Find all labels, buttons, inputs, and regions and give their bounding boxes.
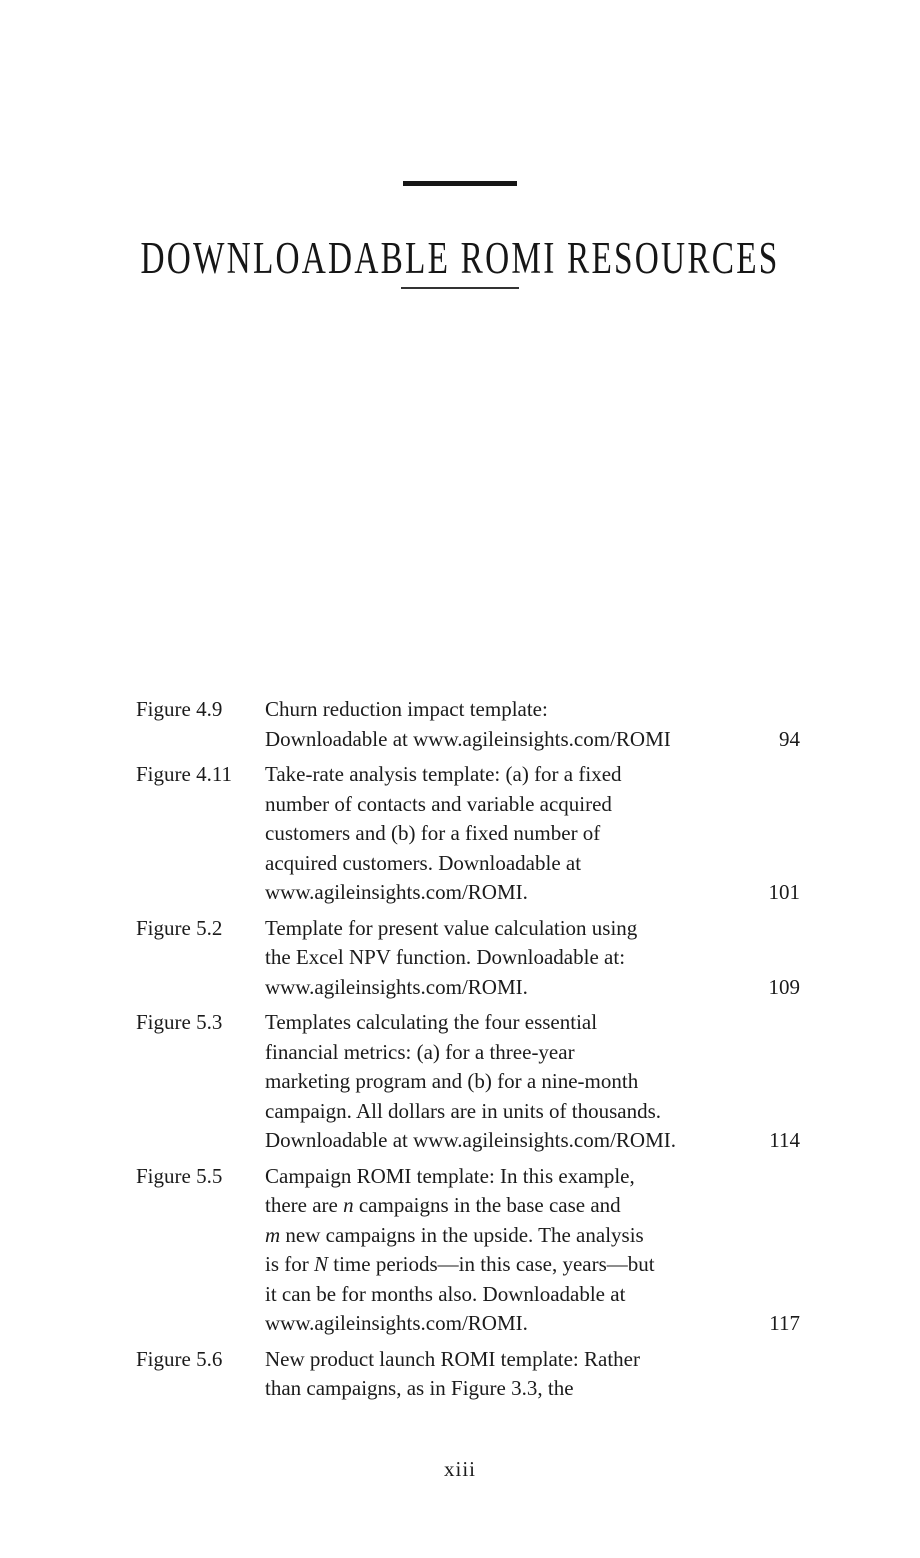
figure-label: Figure 4.11 — [136, 762, 233, 786]
description-line: Take-rate analysis template: (a) for a fixed — [265, 762, 622, 786]
figure-description — [265, 1345, 740, 1404]
figure-page-number: 109 — [768, 974, 800, 999]
description-line: www.agileinsights.com/ROMI. — [265, 880, 528, 904]
figure-page-number: 117 — [769, 1311, 800, 1335]
description-line: acquired customers. Downloadable at — [265, 850, 582, 875]
ornament-rule — [403, 181, 517, 186]
figure-page-number: 101 — [768, 880, 800, 904]
page-number-folio: xiii — [443, 1457, 476, 1481]
description-line: number of contacts and variable acquired — [265, 791, 612, 816]
figure-page-number: 114 — [769, 1128, 800, 1152]
book-page — [0, 181, 920, 1481]
toc-entry — [136, 1008, 800, 1156]
description-line: www.agileinsights.com/ROMI. — [265, 974, 528, 999]
description-line: Template for present value calculation using — [265, 915, 638, 940]
description-line: Churn reduction impact template: — [265, 697, 548, 721]
description-line: m new campaigns in the upside. The analysis — [265, 1222, 644, 1247]
figure-list — [136, 695, 800, 1410]
title-underline — [401, 287, 519, 289]
description-line: Templates calculating the four essential — [265, 1010, 598, 1034]
description-line: customers and (b) for a fixed number of — [265, 821, 601, 845]
description-line: New product launch ROMI template: Rather — [265, 1346, 640, 1371]
figure-label: Figure 5.5 — [136, 1163, 223, 1188]
description-line: than campaigns, as in Figure 3.3, the — [265, 1376, 574, 1400]
figure-description — [265, 1008, 740, 1156]
figure-page-number: 94 — [779, 726, 800, 751]
toc-entry — [136, 760, 800, 908]
description-line: financial metrics: (a) for a three-year — [265, 1039, 575, 1064]
description-line: campaign. All dollars are in units of thousands. — [265, 1098, 662, 1123]
figure-description — [265, 760, 740, 908]
figure-label: Figure 5.6 — [136, 1346, 223, 1371]
figure-description — [265, 1162, 740, 1339]
figure-description — [265, 695, 740, 754]
description-line: Campaign ROMI template: In this example, — [265, 1163, 635, 1188]
description-line: it can be for months also. Downloadable at — [265, 1281, 626, 1306]
description-line: www.agileinsights.com/ROMI. — [265, 1311, 528, 1335]
figure-label: Figure 4.9 — [136, 697, 223, 721]
description-line: the Excel NPV function. Downloadable at: — [265, 945, 626, 969]
figure-label: Figure 5.2 — [136, 915, 223, 940]
description-line: Downloadable at www.agileinsights.com/ROMI — [265, 726, 671, 751]
toc-entry — [136, 1162, 800, 1339]
description-line: there are n campaigns in the base case and — [265, 1193, 621, 1217]
page-title: DOWNLOADABLE ROMI RESOURCES — [140, 233, 780, 283]
figure-label: Figure 5.3 — [136, 1010, 223, 1034]
figure-description — [265, 914, 740, 1003]
toc-entry — [136, 695, 800, 754]
toc-entry — [136, 1345, 800, 1404]
description-line: marketing program and (b) for a nine-month — [265, 1069, 639, 1093]
toc-entry — [136, 914, 800, 1003]
description-line: is for N time periods—in this case, years—but — [265, 1252, 655, 1276]
description-line: Downloadable at www.agileinsights.com/ROMI. — [265, 1128, 676, 1152]
